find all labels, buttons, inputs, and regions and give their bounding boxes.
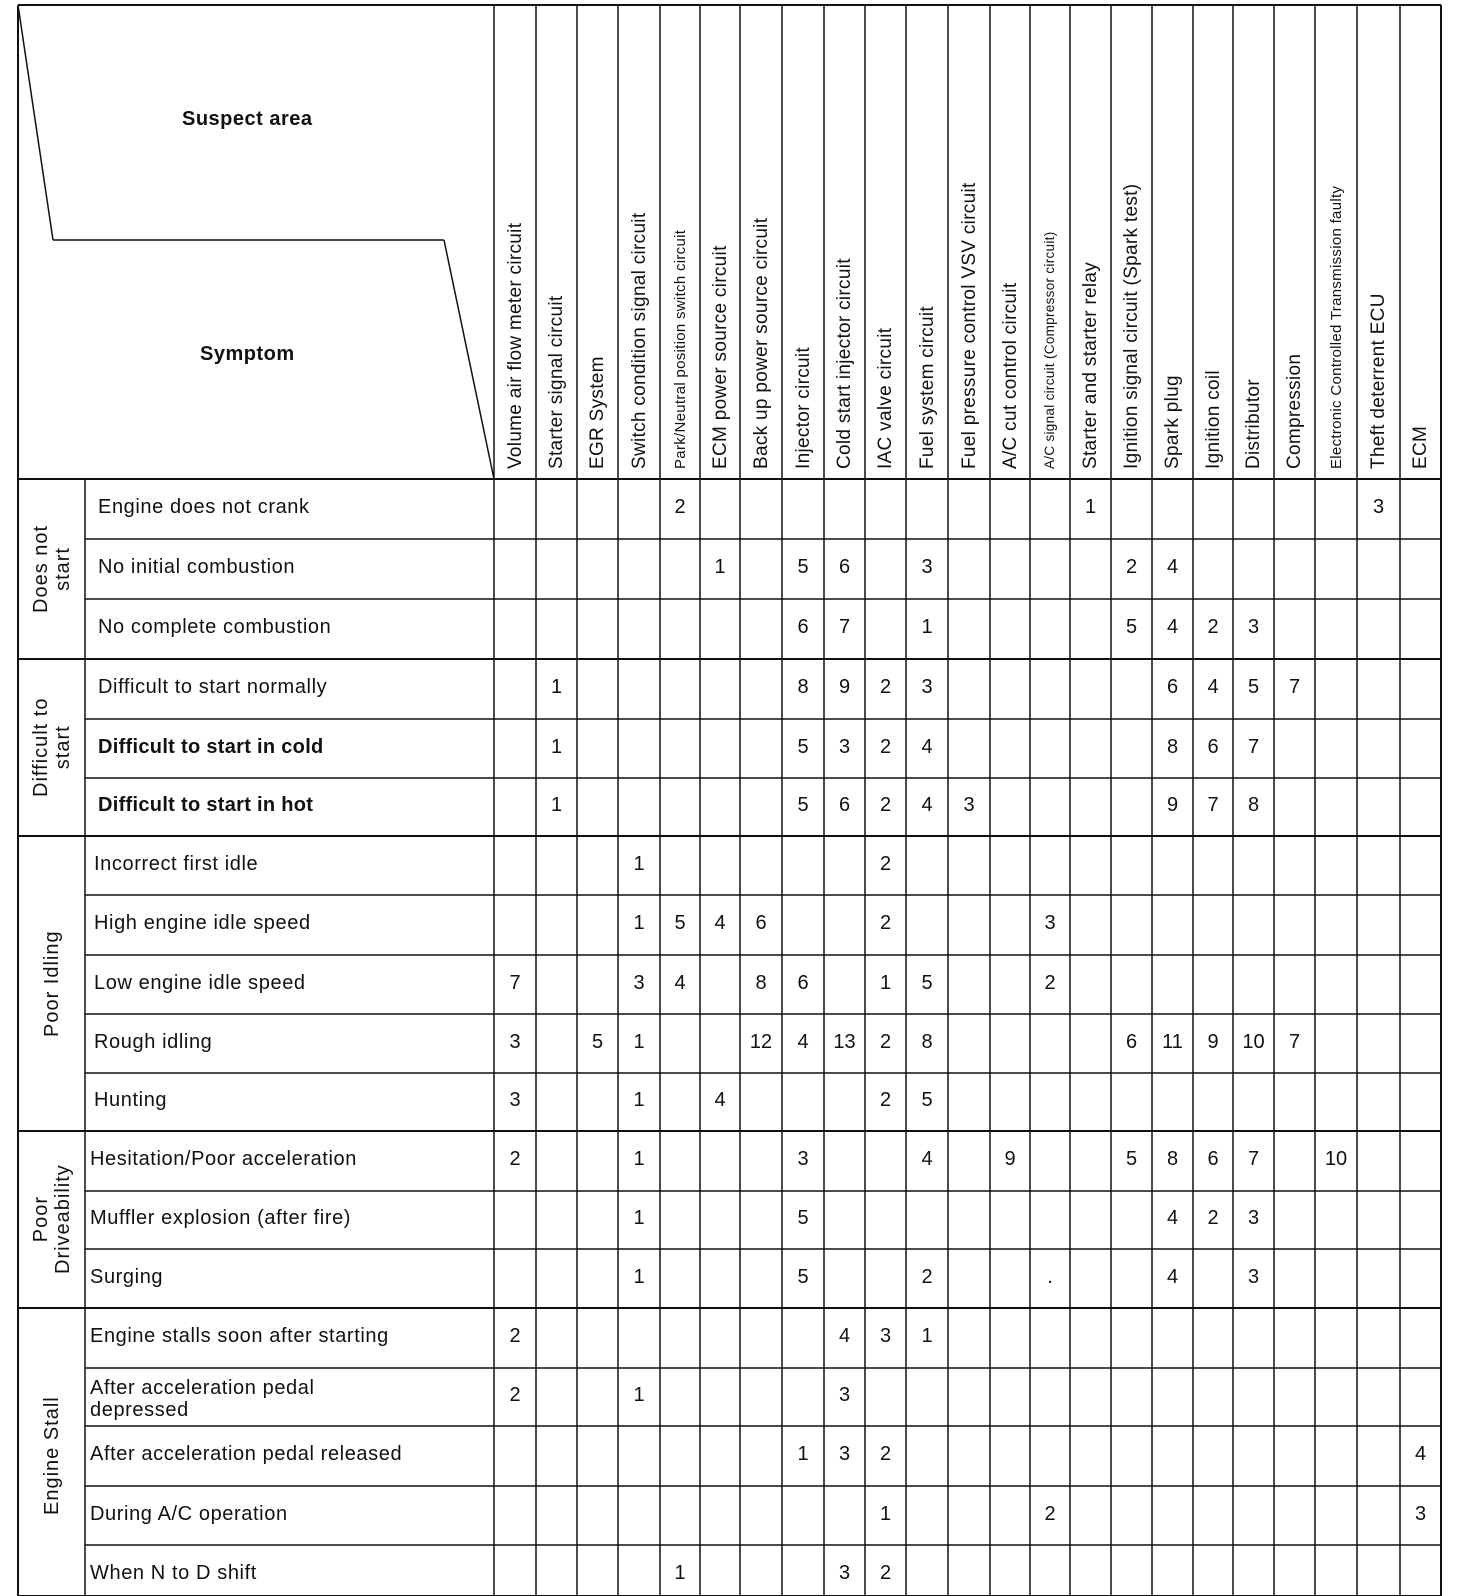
cell-value: 3 [797, 1148, 809, 1170]
cell-value: 4 [1207, 676, 1219, 698]
cell-value: 7 [1247, 735, 1260, 758]
cell-value: 1 [674, 1561, 686, 1584]
cell-value: 9 [1166, 794, 1179, 816]
cell-value: 4 [1166, 1207, 1179, 1229]
cell-value: 10 [1324, 1148, 1348, 1170]
cell-value: 13 [833, 1030, 856, 1053]
cell-value: 2 [879, 676, 892, 698]
cell-value: 2 [509, 1148, 521, 1170]
cell-value: 4 [921, 735, 933, 758]
symptom-label: Difficult to start in hot [98, 794, 314, 816]
cell-value: 2 [879, 1030, 892, 1053]
cell-value: 5 [797, 794, 809, 816]
cell-value: 3 [1044, 912, 1056, 934]
symptom-label: Incorrect first idle [94, 852, 259, 875]
cell-value: 3 [509, 1089, 521, 1111]
cell-value: 5 [1125, 1148, 1138, 1170]
cell-value: 3 [1247, 1207, 1260, 1229]
cell-value: 2 [921, 1265, 933, 1288]
cell-value: 7 [509, 971, 521, 994]
cell-value: 1 [550, 676, 563, 698]
cell-value: 2 [509, 1325, 521, 1347]
cell-value: 5 [1247, 676, 1260, 698]
cell-value: 2 [674, 496, 686, 518]
column-header-text: Fuel system circuit [916, 305, 938, 469]
cell-value: 3 [879, 1325, 892, 1347]
column-header-text: Compression [1284, 353, 1305, 469]
cell-value: 7 [1288, 676, 1301, 698]
cell-value: 5 [797, 735, 809, 758]
cell-value: 1 [879, 971, 892, 994]
cell-value: 5 [797, 1207, 809, 1229]
cell-value: 3 [1247, 1265, 1260, 1288]
cell-value: 8 [1166, 1148, 1179, 1170]
symptom-label: Hunting [94, 1089, 168, 1111]
cell-value: 6 [797, 616, 809, 638]
header-diagonal [444, 240, 494, 479]
symptom-label: Surging [90, 1265, 164, 1288]
cell-value: 1 [633, 1384, 645, 1406]
column-header-text: Volume air flow meter circuit [504, 222, 526, 469]
cell-value: 2 [879, 794, 892, 816]
cell-value: 1 [550, 735, 563, 758]
cell-value: 8 [797, 676, 809, 698]
cell-value: 1 [633, 1089, 645, 1111]
cell-value: 5 [921, 1089, 933, 1111]
suspect-area-header: Suspect area [182, 108, 313, 130]
cell-value: 4 [714, 1089, 726, 1111]
cell-value: 1 [633, 1207, 645, 1229]
cell-value: 2 [879, 852, 892, 875]
cell-value: 3 [509, 1030, 521, 1053]
cell-value: 6 [1207, 1148, 1219, 1170]
cell-value: 2 [509, 1384, 521, 1406]
cell-value: 3 [1414, 1502, 1427, 1525]
symptom-label: Hesitation/Poor acceleration [90, 1148, 357, 1170]
cell-value: 1 [714, 556, 726, 578]
cell-value: 4 [921, 794, 933, 816]
column-header-text: Ignition signal circuit (Spark test) [1121, 183, 1142, 469]
symptom-label: Rough idling [94, 1030, 213, 1053]
cell-value: 7 [838, 616, 851, 638]
column-header-text: Fuel pressure control VSV circuit [958, 182, 980, 469]
cell-value: 3 [963, 794, 975, 816]
symptom-header: Symptom [200, 343, 295, 365]
column-header-text: Spark plug [1162, 375, 1183, 469]
cell-value: 6 [838, 794, 851, 816]
cell-value: 1 [550, 794, 563, 816]
cell-value: 5 [797, 556, 809, 578]
cell-value: 3 [921, 556, 933, 578]
category-label-text: Engine Stall [40, 1396, 63, 1516]
cell-value: 3 [838, 735, 851, 758]
cell-value: 8 [1166, 735, 1179, 758]
symptom-label: After acceleration pedal depressed [90, 1377, 315, 1421]
symptom-label: Difficult to start in cold [98, 735, 324, 758]
cell-value: 8 [1247, 794, 1260, 816]
category-label-text: Difficult to start [29, 697, 74, 798]
cell-value: 4 [797, 1030, 809, 1053]
symptom-label: Muffler explosion (after fire) [90, 1207, 352, 1229]
cell-value: 1 [797, 1443, 809, 1465]
cell-value: 4 [838, 1325, 851, 1347]
cell-value: 3 [1247, 616, 1260, 638]
column-header-text: Switch condition signal circuit [628, 212, 650, 469]
cell-value: 1 [633, 852, 645, 875]
symptom-label: When N to D shift [90, 1561, 257, 1584]
cell-value: 1 [1084, 496, 1097, 518]
cell-value: 3 [838, 1443, 851, 1465]
column-header-text: ECM [1410, 425, 1431, 469]
cell-value: 3 [838, 1384, 851, 1406]
column-header-text: Starter signal circuit [546, 295, 567, 469]
cell-value: 9 [838, 676, 851, 698]
cell-value: 6 [1125, 1030, 1138, 1053]
cell-value: 4 [1414, 1443, 1427, 1465]
cell-value: 2 [1125, 556, 1138, 578]
cell-value: 6 [797, 971, 809, 994]
cell-value: 1 [633, 1030, 645, 1053]
cell-value: 2 [1044, 1502, 1056, 1525]
cell-value: 12 [749, 1030, 773, 1053]
cell-value: 7 [1207, 794, 1219, 816]
cell-value: 10 [1242, 1030, 1265, 1053]
column-header-text: ECM power source circuit [709, 245, 731, 469]
column-header-text: IAC valve circuit [875, 327, 896, 469]
cell-value: 1 [633, 912, 645, 934]
symptom-label: High engine idle speed [94, 912, 311, 934]
column-header-text: Injector circuit [792, 346, 814, 469]
column-header-text: Park/Neutral position switch circuit [671, 229, 689, 469]
cell-value: 2 [879, 1089, 892, 1111]
symptom-label: Engine stalls soon after starting [90, 1325, 389, 1347]
cell-value: 8 [755, 971, 767, 994]
cell-value: 6 [1166, 676, 1179, 698]
column-header-text: Starter and starter relay [1080, 261, 1101, 469]
cell-value: 4 [1166, 556, 1179, 578]
cell-value: 9 [1004, 1148, 1016, 1170]
cell-value: 4 [674, 971, 686, 994]
cell-value: 3 [921, 676, 933, 698]
category-label-text: Poor Driveability [29, 1164, 74, 1275]
cell-value: 1 [921, 616, 933, 638]
cell-value: 2 [879, 1561, 892, 1584]
cell-value: 11 [1162, 1030, 1183, 1053]
cell-value: 4 [714, 912, 726, 934]
cell-value: 1 [921, 1325, 933, 1347]
symptom-label: Low engine idle speed [94, 971, 306, 994]
category-label-text: Does not start [29, 524, 74, 614]
symptom-label: No complete combustion [98, 616, 332, 638]
cell-value: 3 [633, 971, 645, 994]
cell-value: 7 [1288, 1030, 1301, 1053]
symptom-label: Engine does not crank [98, 496, 310, 518]
cell-value: 1 [879, 1502, 892, 1525]
cell-value: 5 [591, 1030, 604, 1053]
cell-value: 7 [1247, 1148, 1260, 1170]
cell-value: 3 [838, 1561, 851, 1584]
cell-value: 6 [755, 912, 767, 934]
cell-value: 2 [879, 735, 892, 758]
cell-value: 4 [1166, 616, 1179, 638]
cell-value: 1 [633, 1265, 645, 1288]
cell-value: 3 [1372, 496, 1385, 518]
symptom-label: Difficult to start normally [98, 676, 328, 698]
category-label-text: Poor Idling [40, 930, 63, 1037]
cell-value: 2 [1207, 1207, 1219, 1229]
cell-value: 6 [1207, 735, 1219, 758]
cell-value: 4 [921, 1148, 933, 1170]
cell-value: 5 [921, 971, 933, 994]
symptom-label: During A/C operation [90, 1502, 288, 1525]
header-diagonal [18, 5, 53, 240]
symptom-label: After acceleration pedal released [90, 1443, 403, 1465]
symptom-label: No initial combustion [98, 556, 296, 578]
column-header-text: Electronic Controlled Transmission faulty [1327, 185, 1345, 469]
column-header-text: A/C cut control circuit [999, 282, 1021, 469]
column-header-text: A/C signal circuit (Compressor circuit) [1042, 231, 1057, 469]
cell-value: 5 [674, 912, 686, 934]
cell-value: 4 [1166, 1265, 1179, 1288]
cell-value: . [1047, 1265, 1053, 1288]
cell-value: 2 [1207, 616, 1219, 638]
cell-value: 1 [633, 1148, 645, 1170]
column-header-text: Theft deterrent ECU [1368, 293, 1389, 469]
column-header-text: EGR System [587, 356, 608, 469]
cell-value: 8 [921, 1030, 933, 1053]
cell-value: 2 [1044, 971, 1056, 994]
cell-value: 6 [838, 556, 851, 578]
column-header-text: Back up power source circuit [750, 217, 772, 469]
cell-value: 5 [797, 1265, 809, 1288]
cell-value: 5 [1125, 616, 1138, 638]
column-header-text: Distributor [1243, 379, 1264, 469]
cell-value: 9 [1207, 1030, 1219, 1053]
cell-value: 2 [879, 912, 892, 934]
column-header-text: Ignition coil [1202, 370, 1224, 469]
cell-value: 2 [879, 1443, 892, 1465]
column-header-text: Cold start injector circuit [834, 258, 855, 469]
